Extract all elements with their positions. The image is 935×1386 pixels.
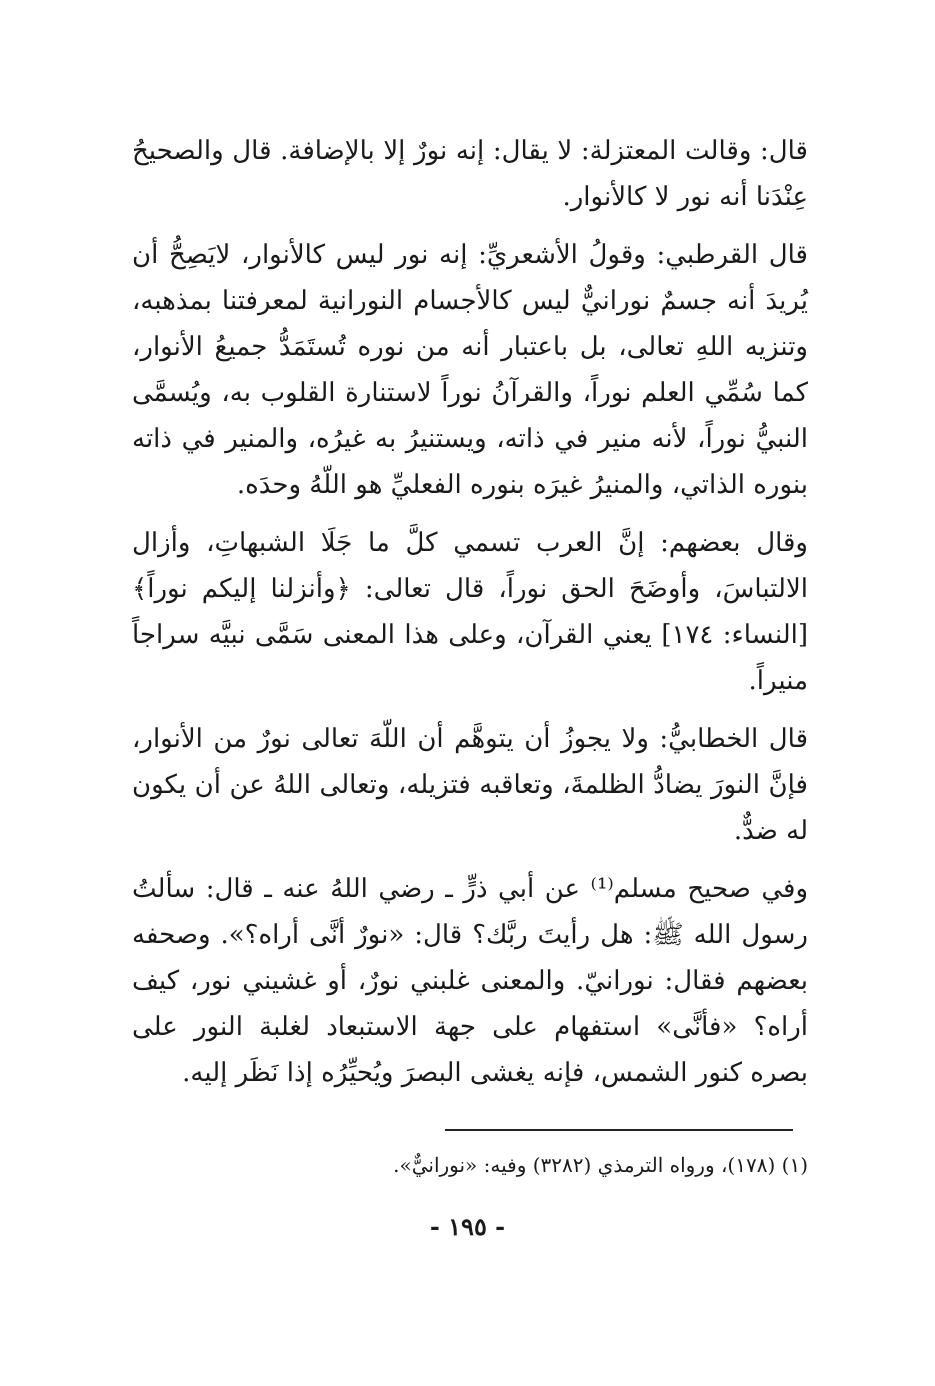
paragraph-5: وفي صحيح مسلم⁽¹⁾ عن أبي ذرٍّ ـ رضي اللهُ عنه ـ قال: سألتُ رسول الله ﷺ: هل رأيتَ ربَّك؟ قال: «نورٌ أنَّى أراه؟». وصحفه بعضهم فقال: نورانيّ. والمعنى غلبني نورٌ، أو غشيني نور، كيف أراه؟ «فأنَّى» استفهام على جهة الاستبعاد لغلبة النور على بصره كنور الشمس، فإنه يغشى البصرَ ويُحيِّرُه إذا نَظَر إليه.	[132, 874, 808, 1088]
footnote-divider	[445, 1129, 793, 1131]
paragraph-3: وقال بعضهم: إنَّ العرب تسمي كلَّ ما جَلَا الشبهاتِ، وأزال الالتباسَ، وأوضَحَ الحق نوراً، قال تعالى: ﴿وأنزلنا إليكم نوراً﴾[النساء: ١٧٤] يعني القرآن، وعلى هذا المعنى سَمَّى نبيَّه سراجاً منيراً.	[132, 528, 808, 696]
paragraph-2: قال القرطبي: وقولُ الأشعريِّ: إنه نور ليس كالأنوار، لايَصِحُّ أن يُريدَ أنه جسمٌ نورانيٌّ ليس كالأجسام النورانية لمعرفتنا بمذهبه، وتنزيه اللهِ تعالى، بل باعتبار أنه من نوره تُستَمَدُّ جميعُ الأنوار، كما سُمِّي العلم نوراً، والقرآنُ نوراً لاستنارة القلوب به، ويُسمَّى النبيُّ نوراً، لأنه منير في ذاته، ويستنيرُ به غيرُه، والمنير في ذاته بنوره الذاتي، والمنيرُ غيرَه بنوره الفعليِّ هو اللّهُ وحدَه.	[132, 240, 808, 500]
page-number: - ١٩٥ -	[429, 1212, 506, 1241]
footnote: (١) (١٧٨)، ورواه الترمذي (٣٢٨٢) وفيه: «نورانيٌّ».	[393, 1153, 808, 1177]
page-body	[132, 128, 808, 1096]
paragraph-4: قال الخطابيُّ: ولا يجوزُ أن يتوهَّم أن اللّهَ تعالى نورٌ من الأنوار، فإنَّ النورَ يضادُّ الظلمةَ، وتعاقبه فتزيله، وتعالى اللهُ عن أن يكون له ضدٌّ.	[132, 724, 808, 846]
paragraph-1: قال: وقالت المعتزلة: لا يقال: إنه نورٌ إلا بالإضافة. قال والصحيحُ عِنْدَنا أنه نور لا كالأنوار.	[132, 136, 808, 212]
